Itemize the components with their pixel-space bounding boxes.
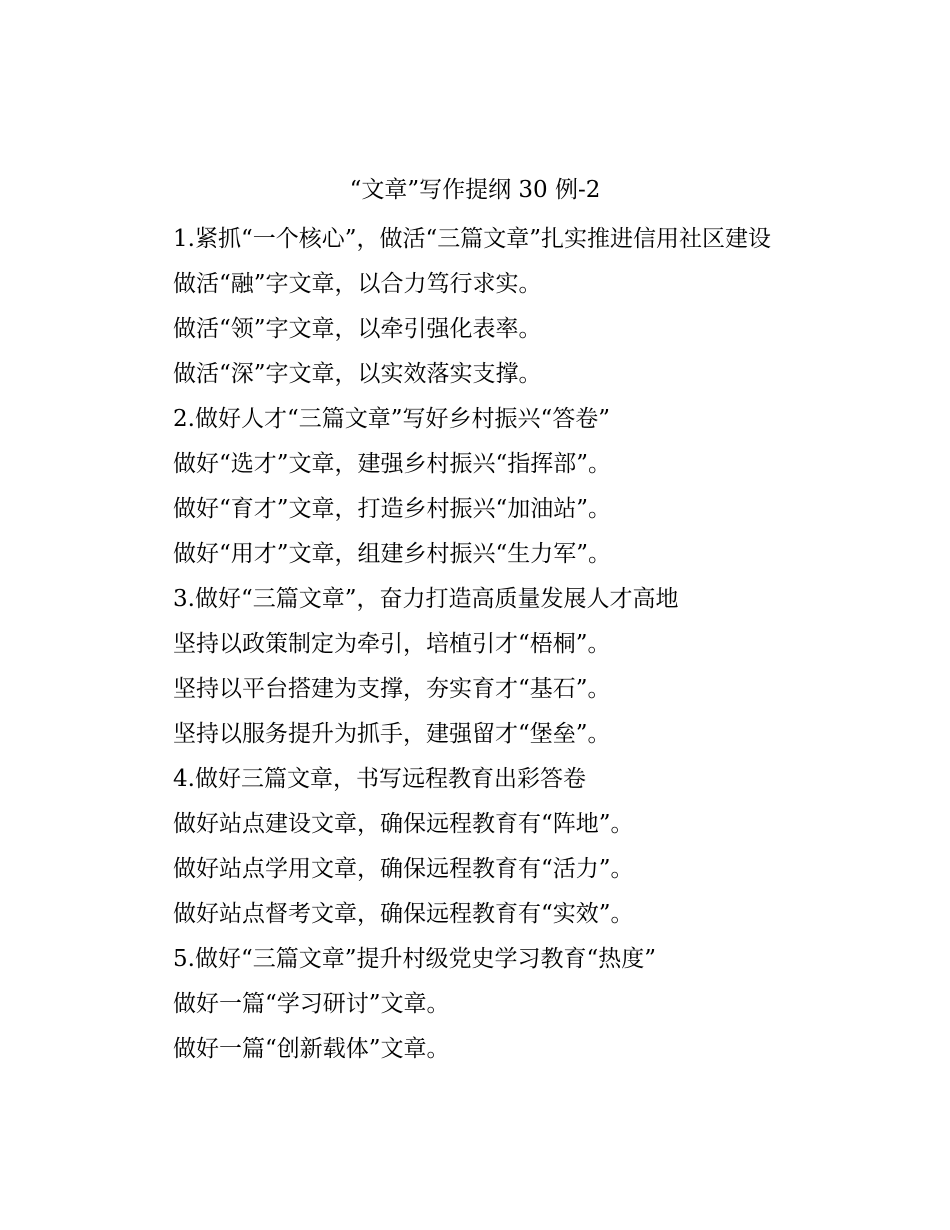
outline-item: 做好站点学用文章，确保远程教育有“活力”。: [173, 856, 634, 882]
outline-item: 做好一篇“创新载体”文章。: [173, 1036, 450, 1062]
outline-item: 做好“用才”文章，组建乡村振兴“生力军”。: [173, 541, 612, 567]
outline-item: 坚持以政策制定为牵引，培植引才“梧桐”。: [173, 631, 611, 657]
outline-item: 做好“育才”文章，打造乡村振兴“加油站”。: [173, 496, 612, 522]
outline-item: 做活“深”字文章，以实效落实支撑。: [173, 361, 542, 387]
outline-item: 做好“选才”文章，建强乡村振兴“指挥部”。: [173, 451, 612, 477]
outline-heading-2: 2.做好人才“三篇文章”写好乡村振兴“答卷”: [173, 406, 610, 432]
outline-heading-3: 3.做好“三篇文章”，奋力打造高质量发展人才高地: [173, 586, 679, 612]
document-title: “文章”写作提纲 30 例-2: [349, 177, 601, 203]
outline-item: 做活“领”字文章，以牵引强化表率。: [173, 316, 542, 342]
outline-heading-1: 1.紧抓“一个核心”，做活“三篇文章”扎实推进信用社区建设: [173, 226, 771, 252]
outline-heading-4: 4.做好三篇文章，书写远程教育出彩答卷: [173, 766, 586, 792]
outline-item: 做活“融”字文章，以合力笃行求实。: [173, 271, 542, 297]
outline-item: 坚持以服务提升为抓手，建强留才“堡垒”。: [173, 721, 611, 747]
outline-heading-5: 5.做好“三篇文章”提升村级党史学习教育“热度”: [173, 946, 656, 972]
outline-item: 做好站点建设文章，确保远程教育有“阵地”。: [173, 811, 634, 837]
outline-item: 坚持以平台搭建为支撑，夯实育才“基石”。: [173, 676, 611, 702]
outline-item: 做好站点督考文章，确保远程教育有“实效”。: [173, 901, 634, 927]
document-body: [173, 217, 873, 1072]
outline-item: 做好一篇“学习研讨”文章。: [173, 991, 450, 1017]
